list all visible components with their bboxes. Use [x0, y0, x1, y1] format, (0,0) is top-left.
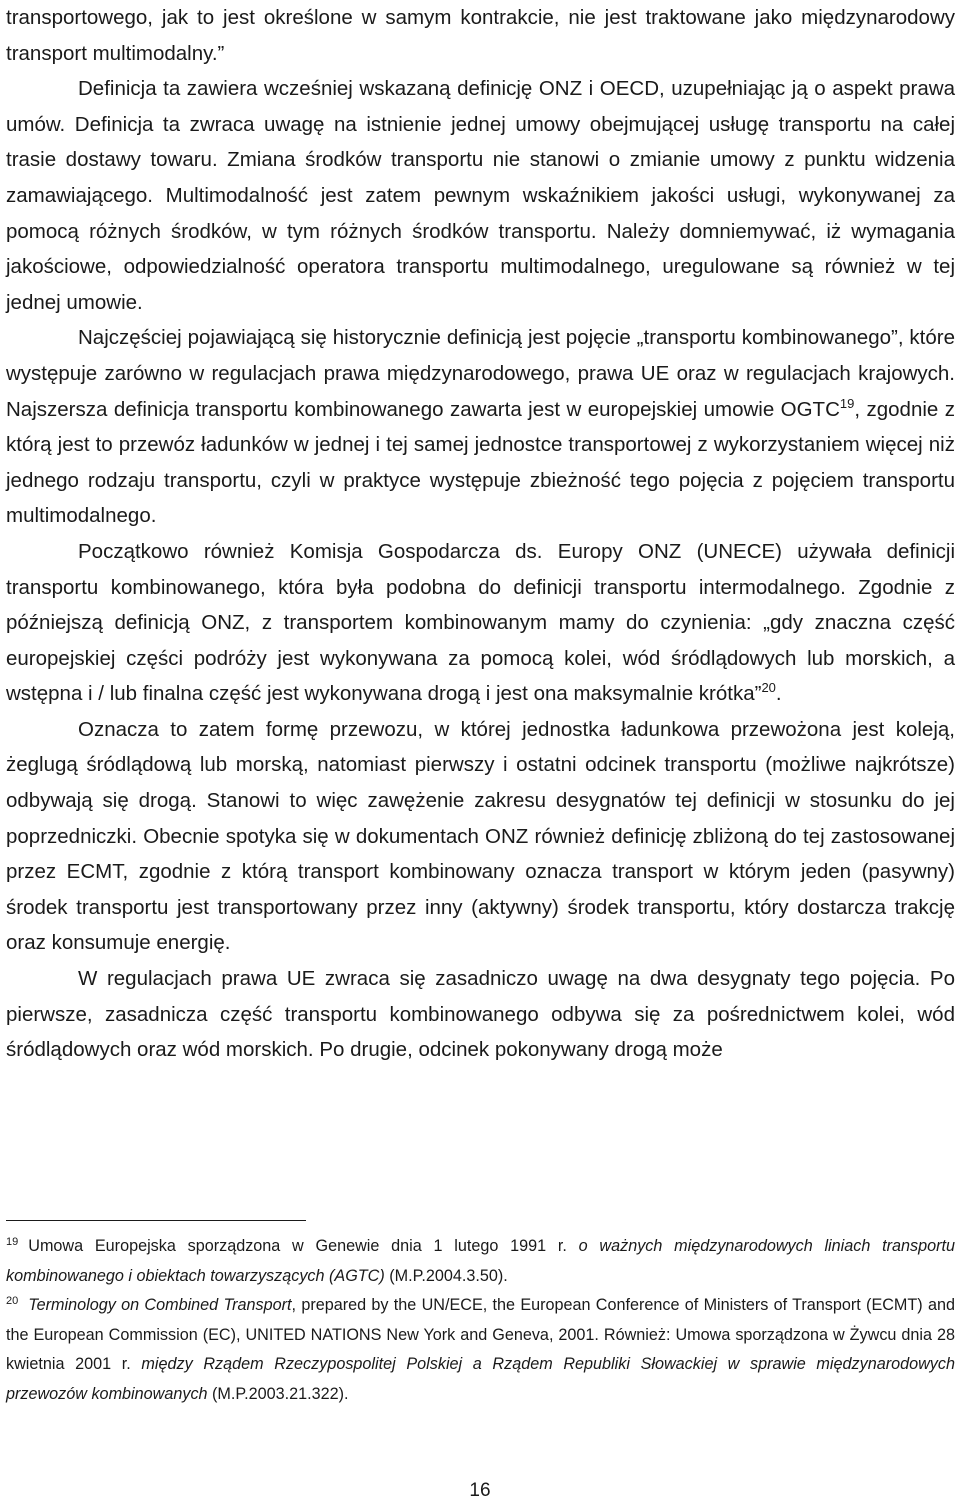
page-number: 16 [469, 1480, 491, 1501]
paragraph-text-before: Początkowo również Komisja Gospodarcza ds. Europy ONZ (UNECE) używała definicji transportu kombinowanego, która była podobna do definicji transportu intermodalnego. Zgodnie z późniejszą definicją ONZ, z transportem kombinowanym mamy do czynienia: „gdy znaczna część europejskiej części podróży jest wykonywana za pomocą kolei, wód śródlądowych lub morskich, a wstępna i / lub finalna część jest wykonywana drogą i jest ona maksymalnie krótka” [6, 539, 955, 706]
paragraph-eu-regulations: W regulacjach prawa UE zwraca się zasadniczo uwagę na dwa desygnaty tego pojęcia. Po pierwsze, zasadnicza część transportu kombinowanego odbywa się za pośrednictwem kolei, wód śródlądowych oraz wód morskich. Po drugie, odcinek pokonywany drogą może [6, 967, 955, 1062]
footnote-text: (M.P.2003.21.322). [207, 1384, 349, 1403]
footnote-number: 19 [6, 1235, 19, 1248]
footnote-italic-title: między Rządem Rzeczypospolitej Polskiej a Rządem Republiki Słowackiej w sprawie międzynarodowych przewozów kombinowanych [6, 1355, 955, 1403]
footnotes-section [6, 1232, 955, 1410]
paragraph-unece [6, 534, 955, 712]
footnote-italic-title: Terminology on Combined Transport [28, 1296, 292, 1315]
footnote-text: , prepared by the UN/ECE, the European Conference of Ministers of Transport (ECMT) and the European Commission (EC), UNITED NATIONS New York and Geneva, 2001. Również: Umowa sporządzona w Żywcu dnia 28 kwietnia 2001 r. [6, 1296, 955, 1374]
footnote-19 [6, 1232, 955, 1291]
footnote-text: (M.P.2004.3.50). [384, 1266, 508, 1285]
paragraph-transport-form: Oznacza to zatem formę przewozu, w której jednostka ładunkowa przewożona jest koleją, żeglugą śródlądową lub morską, natomiast pierwszy i ostatni odcinek transportu (możliwe najkrótsze) odbywają się drogą. Stanowi to więc zawężenie zakresu desygnatów tej definicji w stosunku do jej poprzedniczki. Obecnie spotyka się w dokumentach ONZ również definicję zbliżoną do tej zastosowanej przez ECMT, zgodnie z którą transport kombinowany oznacza transport w którym jeden (pasywny) środek transportu jest transportowany przez inny (aktywny) środek transportu, który dostarcza trakcję oraz konsumuje energię. [6, 717, 955, 955]
footnote-italic-title: o ważnych międzynarodowych liniach transportu kombinowanego i obiektach towarzyszących (AGTC) [6, 1237, 955, 1285]
footnote-text: Umowa Europejska sporządzona w Genewie dnia 1 lutego 1991 r. [28, 1237, 579, 1255]
footnote-reference: 20 [761, 680, 776, 696]
paragraph-text-after: . [775, 682, 782, 706]
document-body [6, 0, 955, 1068]
paragraph-definition: Definicja ta zawiera wcześniej wskazaną definicję ONZ i OECD, uzupełniając ją o aspekt prawa umów. Definicja ta zwraca uwagę na istnienie jednej umowy obejmującej usługę transportu na całej trasie dostawy towaru. Zmiana środków transportu nie stanowi o zmianie umowy z punktu widzenia zamawiającego. Multimodalność jest zatem pewnym wskaźnikiem jakości usługi, wykonywanej za pomocą różnych środków, w tym różnych środków transportu. Należy domniemywać, iż wymagania jakościowe, odpowiedzialność operatora transportu multimodalnego, uregulowane są również w tej jednej umowie. [6, 77, 955, 314]
paragraph-combined-transport [6, 320, 955, 534]
footnote-number: 20 [6, 1294, 19, 1307]
paragraph-text-after: , zgodnie z którą jest to przewóz ładunków w jednej i tej samej jednostce transportowej z wykorzystaniem więcej niż jednego rodzaju transportu, czyli w praktyce występuje zbieżność tego pojęcia z pojęciem transportu multimodalnego. [6, 397, 955, 528]
footnote-reference: 19 [839, 395, 855, 411]
paragraph-text-before: Najczęściej pojawiającą się historycznie definicją jest pojęcie „transportu kombinowanego”, które występuje zarówno w regulacjach prawa międzynarodowego, prawa UE oraz w regulacjach krajowych. Najszersza definicja transportu kombinowanego zawarta jest w europejskiej umowie OGTC [6, 326, 955, 421]
footnote-separator [6, 1220, 306, 1221]
paragraph-continuation: transportowego, jak to jest określone w samym kontrakcie, nie jest traktowane jako międzynarodowy transport multimodalny.” [6, 6, 955, 65]
footnote-20 [6, 1291, 955, 1409]
